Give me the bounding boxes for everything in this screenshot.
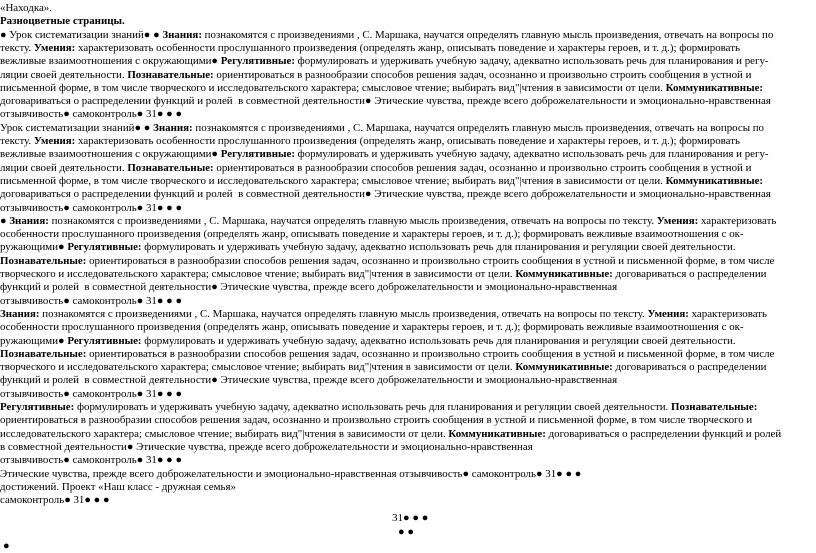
text-line [0, 82, 816, 95]
text-run: познакомятся с произведениями , С. Маршака, научатся определять главную мысль произведения, отвечать на вопросы по тексту. [48, 214, 657, 227]
text-run: функций и ролей в совместной деятельности● Этические чувства, прежде всего доброжелательности и эмоционально-нравственная [0, 374, 618, 387]
text-line [0, 255, 816, 268]
text-run: функций и ролей в совместной деятельности● Этические чувства, прежде всего доброжелательности и эмоционально-нравственная [0, 281, 618, 294]
bold-term: Знания: [162, 28, 202, 41]
text-run: отзывчивость● самоконтроль● 31● ● ● [0, 201, 183, 214]
text-line [0, 361, 816, 374]
bold-term: Знания: [9, 214, 49, 227]
text-line [0, 162, 816, 175]
text-line [0, 335, 816, 348]
text-run: вежливые взаимоотношения с окружающими● [0, 55, 221, 68]
text-run: ● Урок систематизации знаний● ● [0, 28, 163, 41]
text-line [0, 95, 816, 108]
text-line [0, 348, 816, 361]
bold-term: Умения: [656, 214, 699, 227]
text-line [0, 321, 816, 334]
text-run: познакомятся с произведениями , С. Маршака, научатся определять главную мысль произведения, отвечать на вопросы по тексту. [39, 307, 648, 320]
bold-term: Коммуникативные: [665, 81, 764, 94]
text-line [0, 388, 816, 401]
text-line [0, 414, 816, 427]
text-run: ● [0, 214, 10, 227]
text-run: тексту. [0, 41, 34, 54]
text-run: тексту. [0, 135, 34, 147]
text-line [0, 175, 816, 188]
bold-term: Регулятивные: [67, 241, 142, 254]
text-run: творческого и исследовательского характера; смысловое чтение; выбирать вид"|чтения в зависимости от цели. [0, 268, 516, 280]
text-run: договариваться о распределении функций и ролей в совместной деятельности● Этические чувства, прежде всего доброжелательности и эмоционально-нравственная [0, 95, 771, 108]
text-run: в совместной деятельности● Этические чувства, прежде всего доброжелательности и эмоционально-нравственная [0, 440, 533, 453]
text-run: творческого и исследовательского характера; смысловое чтение; выбирать вид"|чтения в зависимости от цели. [0, 361, 516, 374]
text-run: формулировать и удерживать учебную задачу, адекватно использовать речь для планирования и регуляции своей деятельности. [141, 241, 736, 254]
text-run: Урок систематизации знаний● ● [0, 121, 154, 134]
bullet-mark: ● ● [398, 526, 415, 538]
bold-term: Регулятивные: [220, 55, 295, 68]
text-run: формулировать и удерживать учебную задачу, адекватно использовать речь для планирования и регуляции своей деятельности. [141, 334, 736, 347]
text-run: договариваться о распределении функций и ролей [545, 427, 782, 440]
page-number-mark: 31● ● ● [392, 512, 429, 524]
bold-term: Познавательные: [127, 161, 214, 174]
bold-term: Коммуникативные: [665, 174, 764, 187]
bold-term: Коммуникативные: [515, 361, 613, 374]
text-line [0, 441, 816, 454]
text-line [0, 454, 816, 467]
text-line [0, 148, 816, 161]
text-run: ориентироваться в разнообразии способов решения задач, осознанно и произвольно строить сообщения в устной и письменной форме, в том числе [86, 254, 775, 267]
text-run: формулировать и удерживать учебную задачу, адекватно использовать речь для планирования и регу- [294, 55, 769, 68]
text-run: ружающими● [0, 334, 68, 347]
bold-term: Коммуникативные: [448, 427, 546, 440]
bottom-bullet-mark: ● [3, 540, 10, 552]
text-run: характеризовать [698, 214, 777, 227]
bold-term: Умения: [33, 41, 76, 54]
bold-term: Знания: [0, 307, 40, 320]
text-run: достижений. Проект «Наш класс - дружная семья» [0, 480, 236, 493]
text-run: ориентироваться в разнообразии способов решения задач, осознанно и произвольно строить сообщения в устной и письменной форме, в том числе творческого и [0, 414, 753, 427]
text-run: особенности прослушанного произведения (определять жанр, описывать поведение и характеры героев, и т. д.); формировать вежливые взаимоотношения с ок- [0, 321, 744, 334]
text-run: ляции своей деятельности. [0, 161, 128, 174]
text-line [0, 122, 816, 135]
text-run: «Находка». [0, 2, 52, 14]
bold-term: Познавательные: [127, 68, 214, 81]
text-line [0, 481, 816, 494]
text-line [0, 428, 816, 441]
bold-term: Регулятивные: [0, 401, 75, 413]
text-line [0, 295, 816, 308]
text-run: ружающими● [0, 241, 68, 254]
text-run: характеризовать [688, 307, 768, 320]
text-run: самоконтроль● 31● ● ● [0, 494, 110, 507]
bold-term: Умения: [33, 135, 76, 147]
text-line [0, 135, 816, 148]
text-line [0, 42, 816, 55]
bold-term: Регулятивные: [220, 148, 295, 161]
text-line [0, 108, 816, 121]
text-run: ориентироваться в разнообразии способов решения задач, осознанно и произвольно строить сообщения в устной и [213, 161, 752, 174]
text-run: договариваться о распределении [612, 268, 767, 280]
text-run: договариваться о распределении функций и ролей в совместной деятельности● Этические чувства, прежде всего доброжелательности и эмоционально-нравственная [0, 188, 771, 201]
text-line [0, 308, 816, 321]
text-run: вежливые взаимоотношения с окружающими● [0, 148, 221, 161]
text-line [0, 29, 816, 42]
text-line [0, 15, 816, 28]
text-run: характеризовать особенности прослушанного произведения (определять жанр, описывать поведение и характеры героев, и т. д.); формировать [75, 135, 740, 147]
text-run: ляции своей деятельности. [0, 68, 128, 81]
text-line [0, 2, 816, 15]
text-line [0, 401, 816, 414]
text-run: ориентироваться в разнообразии способов решения задач, осознанно и произвольно строить сообщения в устной и письменной форме, в том числе [86, 347, 775, 360]
bold-term: Разноцветные страницы. [0, 15, 125, 28]
bold-term: Знания: [153, 121, 193, 134]
text-run: письменной форме, в том числе творческого и исследовательского характера; смысловое чтение; выбирать вид"|чтения в зависимости от цели. [0, 81, 666, 94]
text-line [0, 281, 816, 294]
text-run: Этические чувства, прежде всего доброжелательности и эмоционально-нравственная отзывчивость● самоконтроль● 31● ● ● [0, 467, 582, 480]
text-line [0, 202, 816, 215]
text-run: познакомятся с произведениями , С. Маршака, научатся определять главную мысль произведения, отвечать на вопросы по [201, 28, 774, 41]
text-run: исследовательского характера; смысловое чтение; выбирать вид"|чтения в зависимости от цели. [0, 427, 449, 440]
text-line [0, 268, 816, 281]
text-run: отзывчивость● самоконтроль● 31● ● ● [0, 108, 183, 121]
text-run: формулировать и удерживать учебную задачу, адекватно использовать речь для планирования и регуляции своей деятельности. [74, 401, 671, 413]
bold-term: Умения: [647, 307, 689, 320]
bold-term: Коммуникативные: [515, 268, 613, 280]
bold-term: Познавательные: [671, 401, 758, 413]
bold-term: Регулятивные: [67, 334, 142, 347]
text-line [0, 69, 816, 82]
text-run: ориентироваться в разнообразии способов решения задач, осознанно и произвольно строить сообщения в устной и [213, 68, 752, 81]
text-line [0, 374, 816, 387]
text-line [0, 215, 816, 228]
bold-term: Познавательные: [0, 347, 87, 360]
bold-term: Познавательные: [0, 254, 87, 267]
text-run: познакомятся с произведениями , С. Маршака, научатся определять главную мысль произведения, отвечать на вопросы по [192, 121, 765, 134]
text-run: особенности прослушанного произведения (определять жанр, описывать поведение и характеры героев, и т. д.); формировать вежливые взаимоотношения с ок- [0, 228, 744, 241]
text-run: договариваться о распределении [612, 361, 767, 374]
text-line [0, 228, 816, 241]
text-run: формулировать и удерживать учебную задачу, адекватно использовать речь для планирования и регу- [294, 148, 769, 161]
text-line [0, 55, 816, 68]
text-line [0, 494, 816, 507]
text-run: отзывчивость● самоконтроль● 31● ● ● [0, 294, 183, 307]
text-line [0, 468, 816, 481]
text-run: письменной форме, в том числе творческого и исследовательского характера; смысловое чтение; выбирать вид"|чтения в зависимости от цели. [0, 174, 666, 187]
text-line [0, 241, 816, 254]
text-run: отзывчивость● самоконтроль● 31● ● ● [0, 454, 183, 467]
text-line [0, 188, 816, 201]
text-run: отзывчивость● самоконтроль● 31● ● ● [0, 387, 183, 400]
text-run: характеризовать особенности прослушанного произведения (определять жанр, описывать поведение и характеры героев, и т. д.); формировать [75, 41, 740, 54]
